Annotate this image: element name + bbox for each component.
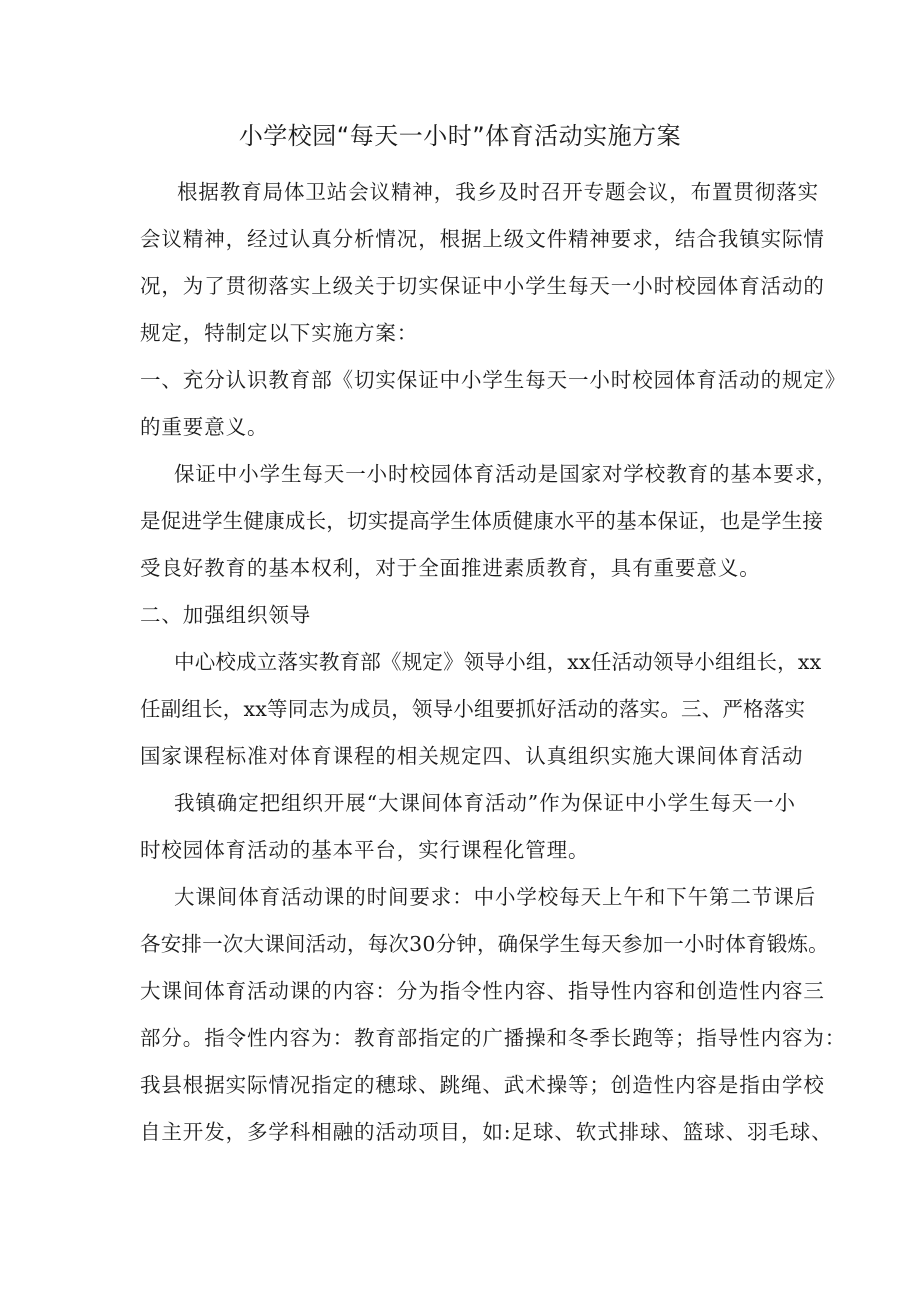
paragraph-line: 中心校成立落实教育部《规定》领导小组，xx任活动领导小组组长，xx [174, 650, 822, 674]
paragraph-line: 任副组长，xx等同志为成员，领导小组要抓好活动的落实。三、严格落实 [140, 697, 806, 721]
paragraph-line: 规定，特制定以下实施方案： [140, 321, 419, 345]
section-heading-2: 二、加强组织领导 [140, 603, 312, 627]
section-heading-1: 一、充分认识教育部《切实保证中小学生每天一小时校园体育活动的规定》 [140, 368, 847, 392]
paragraph-line: 各安排一次大课间活动，每次30分钟，确保学生每天参加一小时体育锻炼。 [140, 932, 829, 956]
paragraph-line: 况，为了贯彻落实上级关于切实保证中小学生每天一小时校园体育活动的 [140, 274, 825, 298]
document-body [140, 169, 847, 1156]
paragraph-line: 是促进学生健康成长，切实提高学生体质健康水平的基本保证，也是学生接 [140, 509, 824, 533]
paragraph-line: 国家课程标准对体育课程的相关规定四、认真组织实施大课间体育活动 [140, 744, 804, 768]
paragraph-line: 大课间体育活动课的时间要求：中小学校每天上午和下午第二节课后 [174, 885, 816, 909]
paragraph-line: 会议精神，经过认真分析情况，根据上级文件精神要求，结合我镇实际情 [140, 227, 825, 251]
paragraph-line: 我镇确定把组织开展“大课间体育活动”作为保证中小学生每天一小 [174, 791, 796, 815]
paragraph-line: 自主开发，多学科相融的活动项目，如:足球、软式排球、篮球、羽毛球、 [140, 1120, 833, 1144]
paragraph-line: 保证中小学生每天一小时校园体育活动是国家对学校教育的基本要求， [174, 462, 838, 486]
document-title: 小学校园“每天一小时”体育活动实施方案 [238, 122, 682, 150]
paragraph-line: 的重要意义。 [140, 415, 269, 439]
paragraph-line: 部分。指令性内容为：教育部指定的广播操和冬季长跑等；指导性内容为： [140, 1026, 847, 1050]
paragraph-line: 受良好教育的基本权利，对于全面推进素质教育，具有重要意义。 [140, 556, 761, 580]
paragraph-line: 大课间体育活动课的内容：分为指令性内容、指导性内容和创造性内容三 [140, 979, 825, 1003]
paragraph-line: 我县根据实际情况指定的穗球、跳绳、武术操等；创造性内容是指由学校 [140, 1073, 825, 1097]
paragraph-line: 时校园体育活动的基本平台，实行课程化管理。 [140, 838, 590, 862]
paragraph-line: 根据教育局体卫站会议精神，我乡及时召开专题会议，布置贯彻落实 [177, 180, 819, 204]
